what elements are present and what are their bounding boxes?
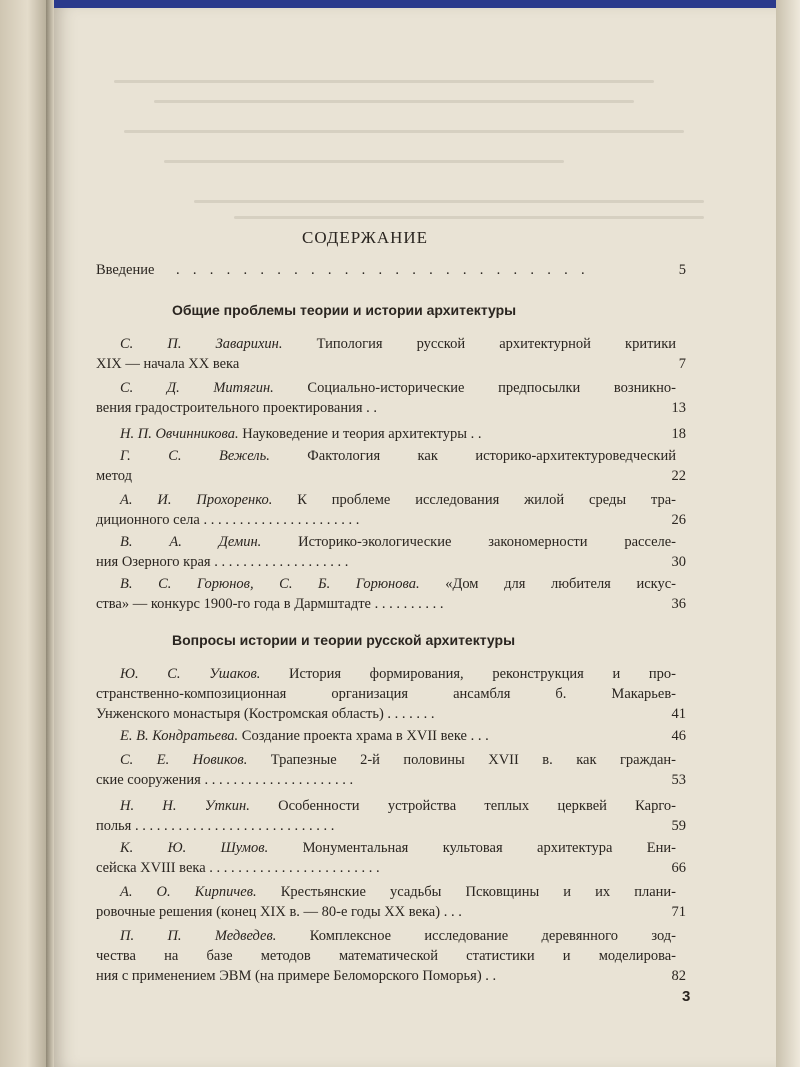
entry-text: Особенности устройства теплых церквей Карго- [278,798,677,814]
entry-text: ровочные решения (конец XIX в. — 80-е годы XX века) [96,904,441,920]
entry-text: странственно-композиционная организация ансамбля б. Макарьев- [96,686,676,702]
toc-entry: А. И. Прохоренко. К проблеме исследования жилой среды тра- диционного села . . . . . . . . . . . . . . . . . . . . . . 26 [96,492,686,528]
toc-entry: П. П. Медведев. Комплексное исследование деревянного зод- чества на базе методов математической статистики и моделирова- ния с применением ЭВМ (на примере Беломорского Поморья) . . 82 [96,928,686,984]
page-number: 7 [678,356,686,372]
page-folio-number: 3 [682,988,691,1005]
entry-text: XIX — начала XX века [96,356,240,372]
entry-text: Фактология как историко-архитектуроведческий [307,448,676,464]
entry-author: П. П. Медведев. [120,928,277,944]
page-number: 66 [671,860,686,876]
toc-entry [96,446,686,486]
entry-text: ства» — конкурс 1900-го года в Дармштадте [96,596,371,612]
entry-text: полья [96,818,132,834]
entry-text: Трапезные 2-й половины XVII в. как граждан- [270,752,676,768]
page-heading: СОДЕРЖАНИЕ [302,228,429,247]
entry-author: К. Ю. Шумов. [120,840,269,856]
page-number: 71 [671,904,686,920]
right-page-edge [776,0,800,1067]
page-number: 41 [671,706,686,722]
entry-text: История формирования, реконструкция и про- [289,666,676,682]
bleed-through-line [164,160,564,163]
entry-author: Н. П. Овчинникова. [120,426,239,442]
toc-entry: В. С. Горюнов, С. Б. Горюнова. «Дом для любителя искус- ства» — конкурс 1900-го года в Дармштадте . . . . . . . . . . 36 [96,576,686,612]
toc-entry: К. Ю. Шумов. Монументальная культовая архитектура Ени- сейска XVIII века . . . . . . . . . . . . . . . . . . . . . . . . 66 [96,840,686,876]
entry-text: Крестьянские усадьбы Псковщины и их плани- [280,884,677,900]
entry-author: С. П. Заварихин. [120,336,283,352]
page-number: 18 [671,426,686,442]
toc-entry: Н. Н. Уткин. Особенности устройства теплых церквей Карго- полья . . . . . . . . . . . . . . . . . . . . . . . . . . . . 59 [96,798,686,834]
toc-entry: Ю. С. Ушаков. История формирования, реконструкция и про- странственно-композиционная организация ансамбля б. Макарьев- Унженского монастыря (Костромская область) . . . . . . . 41 [96,666,686,722]
bleed-through-line [124,130,684,133]
entry-text: чества на базе методов математической статистики и моделирова- [96,948,676,964]
page-number: 36 [671,596,686,612]
toc-entry-intro [96,260,686,280]
section-title: Вопросы истории и теории русской архитектуры [172,632,516,648]
page-number: 5 [678,262,686,278]
entry-text: Создание проекта храма в XVII веке [241,728,467,744]
entry-author: Н. Н. Уткин. [120,798,250,814]
entry-text: ские сооружения [96,772,201,788]
toc-entry: Н. П. Овчинникова. Науковедение и теория архитектуры . . 18 [120,426,686,442]
page-number: 82 [671,968,686,984]
page-number: 59 [671,818,686,834]
entry-text: ния с применением ЭВМ (на примере Беломорского Поморья) [96,968,482,984]
toc-entry: В. А. Демин. Историко-экологические закономерности расселе- ния Озерного края . . . . . . . . . . . . . . . . . . . 30 [96,534,686,570]
leader-dots: . . . . . . . . . . . . . . . . . . . . . . . . . [176,262,587,278]
entry-text: сейска XVIII века [96,860,206,876]
bleed-through-line [194,200,704,203]
toc-entry: Е. В. Кондратьева. Создание проекта храма в XVII веке . . . 46 [120,728,686,744]
toc-entry: С. Д. Митягин. Социально-исторические предпосылки возникно- вения градостроительного проектирования . . 13 [96,380,686,416]
entry-author: Е. В. Кондратьева. [120,728,239,744]
entry-text: К проблеме исследования жилой среды тра- [297,492,677,508]
entry-author: А. О. Кирпичев. [120,884,257,900]
bleed-through-line [154,100,634,103]
entry-text: Историко-экологические закономерности расселе- [298,534,677,550]
toc-entry: А. О. Кирпичев. Крестьянские усадьбы Псковщины и их плани- ровочные решения (конец XIX в. — 80-е годы XX века) . . . 71 [96,884,686,920]
entry-text: Комплексное исследование деревянного зод- [309,928,677,944]
entry-author: Г. С. Вежель. [120,448,270,464]
entry-text: Монументальная культовая архитектура Ени- [302,840,676,856]
entry-text: Типология русской архитектурной критики [316,336,676,352]
entry-text: диционного села [96,512,200,528]
entry-text: Социально-исторические предпосылки возникно- [307,380,677,396]
page-number: 53 [671,772,686,788]
toc-entry [96,334,686,374]
entry-author: В. С. Горюнов, С. Б. Горюнова. [120,576,420,592]
intro-title: Введение [96,262,155,278]
entry-text: «Дом для любителя искус- [445,576,676,592]
entry-text: ния Озерного края [96,554,211,570]
entry-text: вения градостроительного проектирования [96,400,363,416]
page-number: 46 [671,728,686,744]
toc-entry: С. Е. Новиков. Трапезные 2-й половины XVII в. как граждан- ские сооружения . . . . . . . . . . . . . . . . . . . . . 53 [96,752,686,788]
entry-author: С. Е. Новиков. [120,752,248,768]
entry-author: Ю. С. Ушаков. [120,666,261,682]
entry-text: Унженского монастыря (Костромская область) [96,706,384,722]
page-number: 22 [671,468,686,484]
page-number: 30 [671,554,686,570]
section-title: Общие проблемы теории и истории архитектуры [172,302,517,318]
bleed-through-line [234,216,704,219]
bleed-through-line [114,80,654,83]
entry-author: В. А. Демин. [120,534,262,550]
entry-text: метод [96,468,132,484]
entry-author: С. Д. Митягин. [120,380,274,396]
entry-text: Науковедение и теория архитектуры [242,426,468,442]
page-number: 13 [671,400,686,416]
entry-author: А. И. Прохоренко. [120,492,273,508]
left-page-edge [0,0,46,1067]
book-spine [46,0,54,1067]
page-number: 26 [671,512,686,528]
